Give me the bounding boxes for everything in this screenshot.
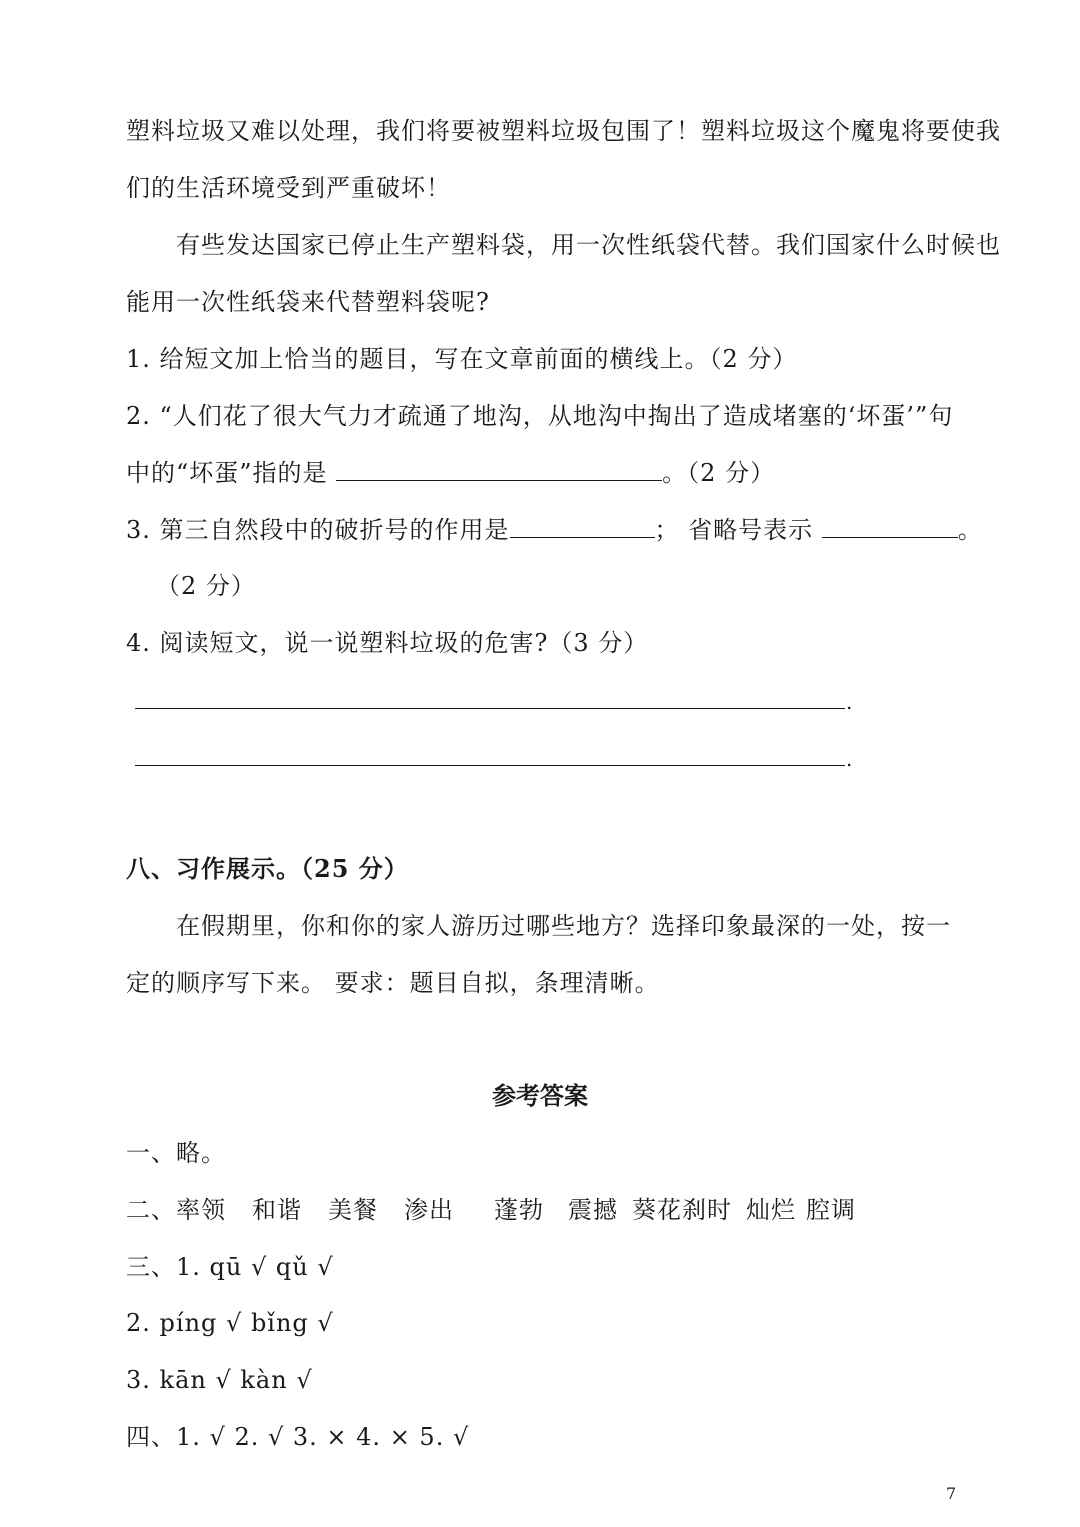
answer-word: 美餐 [328, 1196, 378, 1224]
answer-1: 一、略。 [126, 1139, 226, 1167]
question-3-prefix: 3. 第三自然段中的破折号的作用是 [126, 516, 510, 544]
question-2-prefix: 中的“坏蛋”指的是 [126, 459, 337, 487]
answer-line[interactable] [135, 708, 845, 709]
question-2-line2 [126, 456, 775, 490]
answer-line-end: . [846, 747, 853, 771]
question-1: 1. 给短文加上恰当的题目，写在文章前面的横线上。（2 分） [126, 345, 798, 373]
question-3 [126, 513, 983, 547]
passage-line: 有些发达国家已停止生产塑料袋，用一次性纸袋代替。我们国家什么时候也 [176, 231, 1001, 259]
answer-2-label: 二、 [126, 1196, 176, 1224]
answer-blank[interactable] [336, 458, 662, 481]
question-2-line1: 2. “人们花了很大气力才疏通了地沟，从地沟中掏出了造成堵塞的‘坏蛋’”句 [126, 402, 954, 430]
answer-word: 蓬勃 [494, 1196, 544, 1224]
answer-line-end: . [846, 690, 853, 714]
answer-word: 渗出 [404, 1196, 454, 1224]
writing-prompt: 在假期里，你和你的家人游历过哪些地方？选择印象最深的一处，按一 [176, 912, 951, 940]
answer-line[interactable] [135, 765, 845, 766]
answer-word: 震撼 [568, 1196, 618, 1224]
answer-word: 灿烂 [746, 1196, 796, 1224]
answer-4: 四、1. √ 2. √ 3. × 4. × 5. √ [126, 1423, 470, 1451]
passage-line: 能用一次性纸袋来代替塑料袋呢? [126, 288, 490, 316]
page-number: 7 [946, 1484, 957, 1503]
answer-word: 率领 [176, 1196, 226, 1224]
question-3-mid: ； 省略号表示 [654, 516, 822, 544]
answer-3-1: 三、1. qū √ qǔ √ [126, 1253, 334, 1281]
question-4: 4. 阅读短文，说一说塑料垃圾的危害?（3 分） [126, 629, 649, 657]
answers-title: 参考答案 [492, 1081, 588, 1110]
answer-word: 腔调 [806, 1196, 856, 1224]
answer-3-3: 3. kān √ kàn √ [126, 1366, 313, 1394]
question-2-suffix: 。（2 分） [662, 459, 776, 487]
answer-word: 葵花刹时 [632, 1196, 732, 1224]
answer-blank[interactable] [510, 515, 655, 538]
section-heading: 八、习作展示。（25 分） [126, 854, 409, 883]
answer-word: 和谐 [252, 1196, 302, 1224]
answer-2 [126, 1193, 856, 1227]
question-3-score: （2 分） [156, 572, 256, 600]
passage-line: 们的生活环境受到严重破坏！ [126, 174, 451, 202]
question-3-suffix: 。 [957, 516, 983, 544]
answer-blank[interactable] [822, 515, 958, 538]
answer-3-2: 2. píng √ bǐng √ [126, 1309, 334, 1337]
passage-line: 塑料垃圾又难以处理，我们将要被塑料垃圾包围了！塑料垃圾这个魔鬼将要使我 [126, 117, 1001, 145]
writing-prompt: 定的顺序写下来。 要求：题目自拟，条理清晰。 [126, 969, 660, 997]
